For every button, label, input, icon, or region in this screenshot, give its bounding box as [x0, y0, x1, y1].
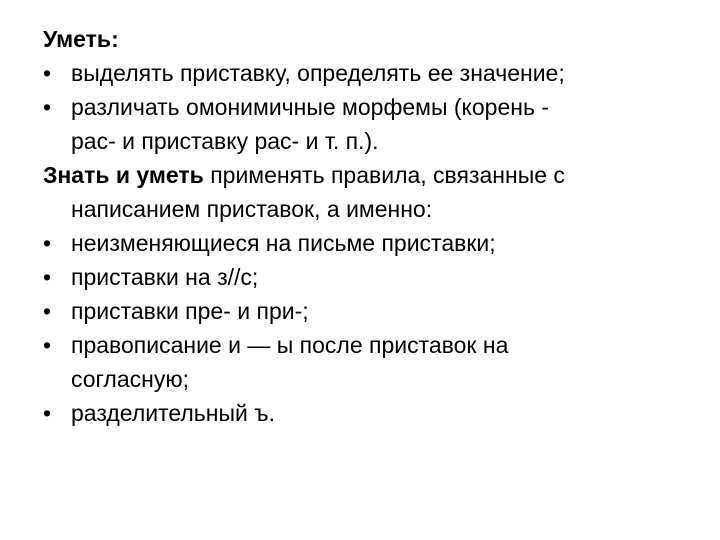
list-item	[43, 260, 683, 294]
bullet-icon: •	[43, 400, 52, 426]
list-item-text: приставки пре- и при-;	[71, 298, 309, 324]
heading-umet: Уметь:	[43, 26, 119, 52]
list-item-text: неизменяющиеся на письме приставки;	[71, 230, 496, 256]
bullet-icon: •	[43, 298, 52, 324]
list-item-text: различать омонимичные морфемы (корень -	[71, 94, 549, 120]
heading-rest: применять правила, связанные с	[203, 162, 565, 188]
list-item	[43, 294, 683, 328]
list-item-text: выделять приставку, определять ее значение;	[71, 60, 565, 86]
list-item	[43, 56, 683, 90]
bullet-icon: •	[43, 264, 52, 290]
list-item-text: разделительный ъ.	[71, 400, 276, 426]
bullet-icon: •	[43, 230, 52, 256]
bullet-icon: •	[43, 60, 52, 86]
list-item	[43, 396, 683, 430]
slide-content	[43, 22, 683, 430]
list-item-continuation: согласную;	[71, 366, 189, 392]
bullet-icon: •	[43, 94, 52, 120]
list-item	[43, 90, 683, 124]
list-item-text: приставки на з//с;	[71, 264, 259, 290]
list-item	[43, 328, 683, 362]
heading-bold-part: Знать и уметь	[43, 162, 204, 188]
heading-continuation: написанием приставок, а именно:	[71, 196, 433, 222]
list-item	[43, 226, 683, 260]
bullet-icon: •	[43, 332, 52, 358]
list-item-continuation: рас- и приставку рас- и т. п.).	[71, 128, 379, 154]
heading-znat-i-umet	[43, 158, 683, 192]
list-item-text: правописание и — ы после приставок на	[71, 332, 509, 358]
